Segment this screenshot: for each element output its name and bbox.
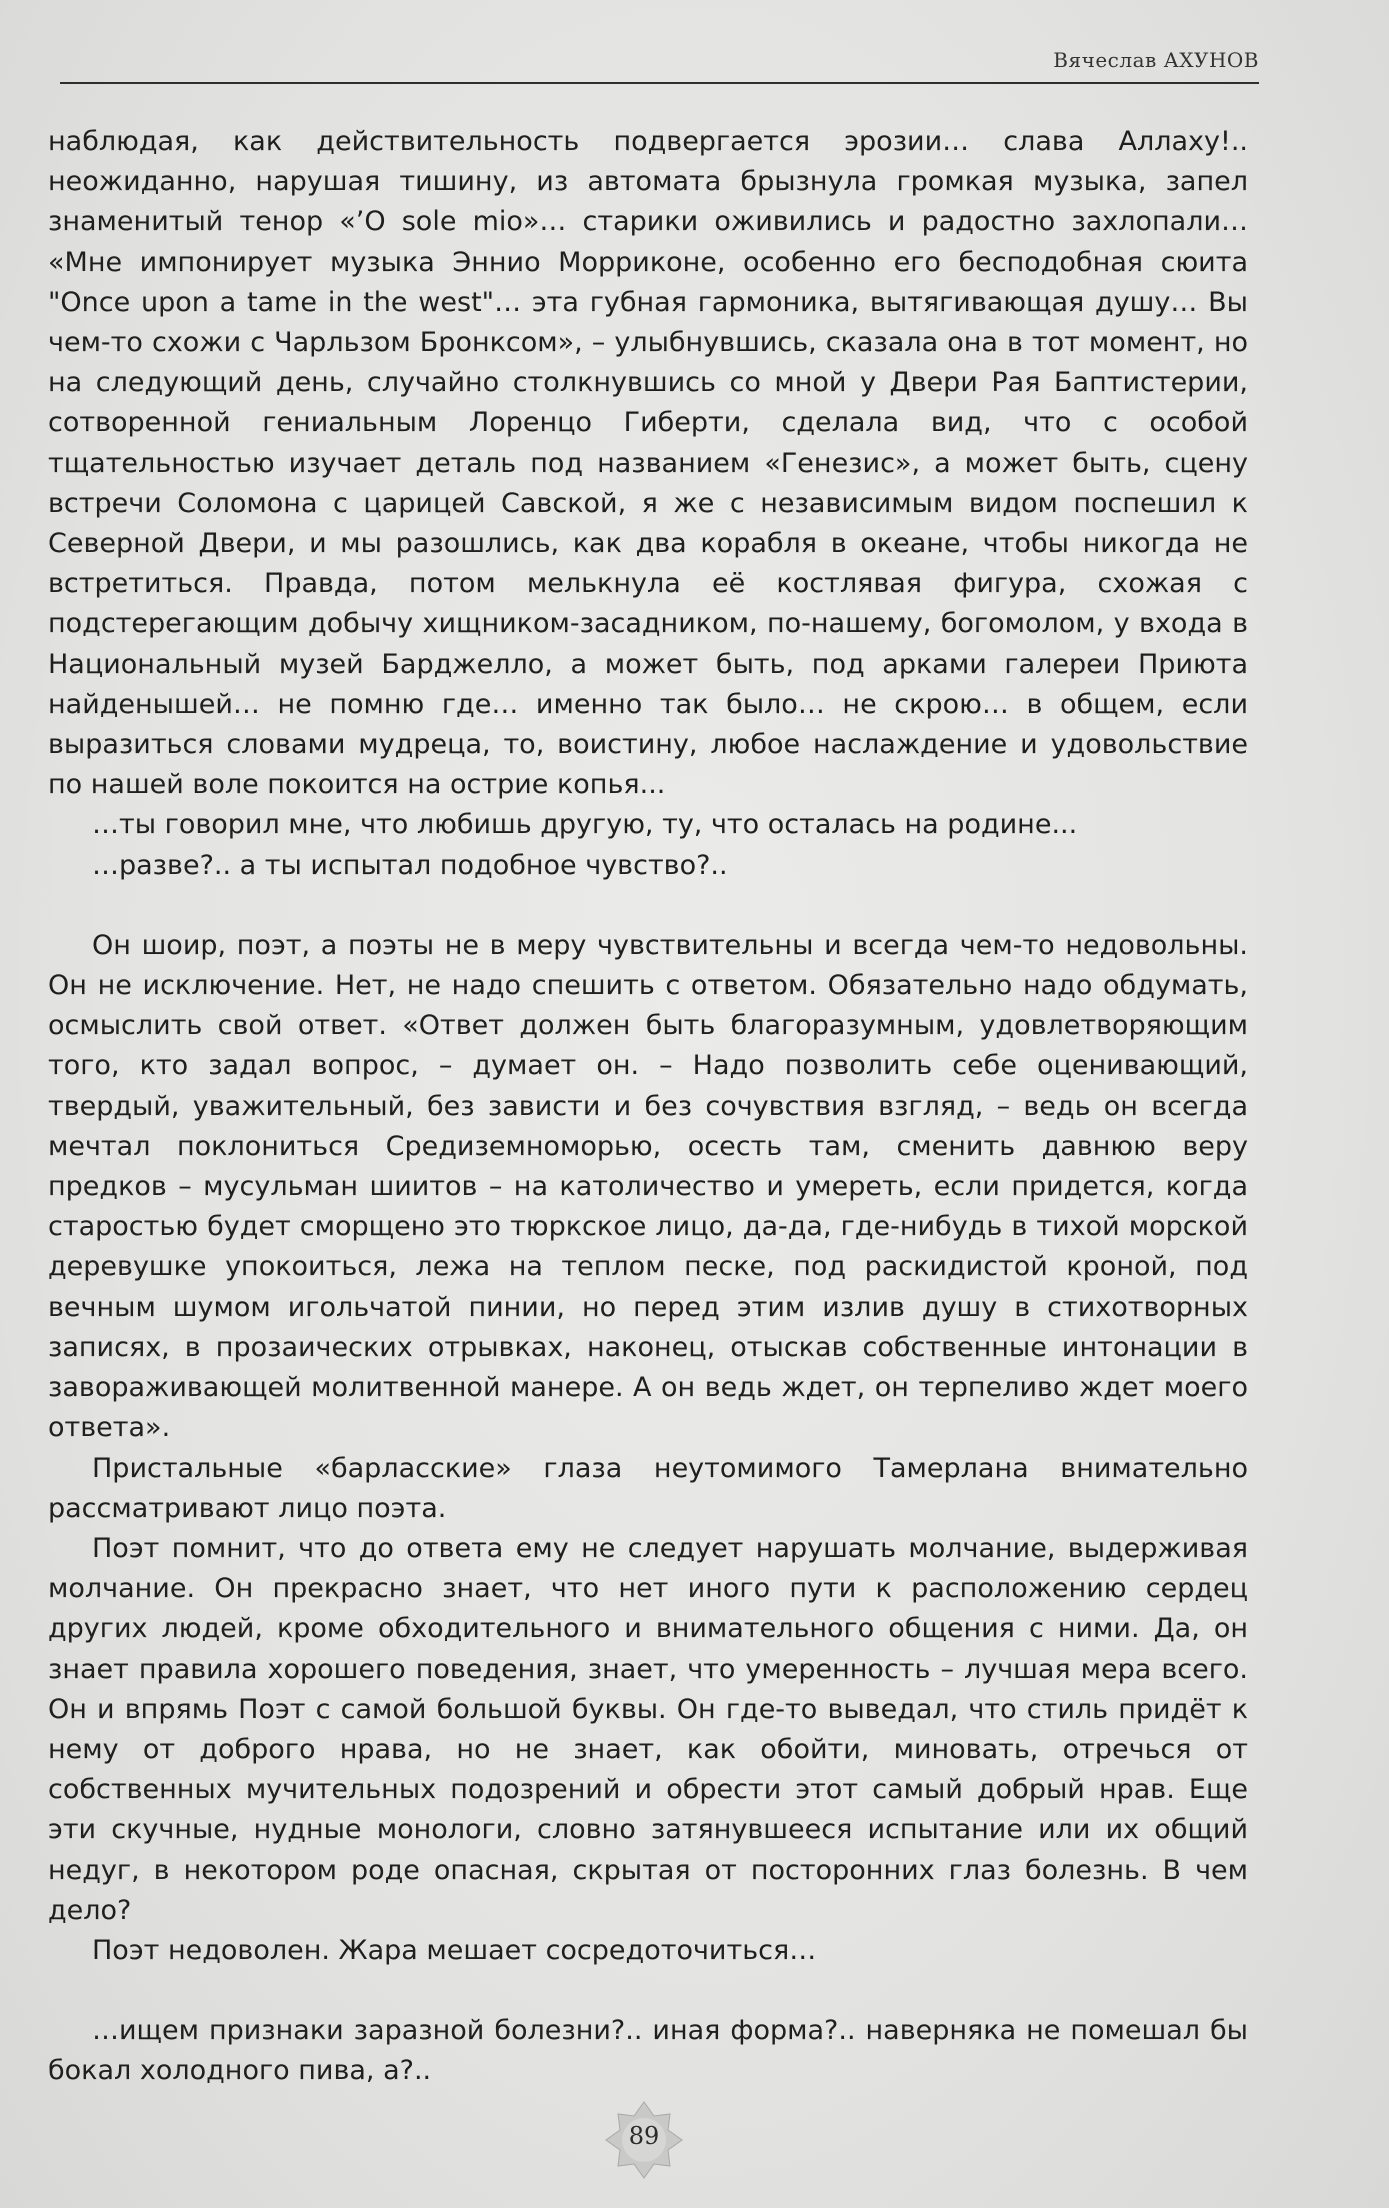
page-number: 89 xyxy=(628,2122,660,2150)
paragraph: Поэт недоволен. Жара мешает сосредоточиться… xyxy=(92,1934,817,1966)
paragraph: Он шоир, поэт, а поэты не в меру чувствительны и всегда чем-то недовольны. Он не исключение. Нет, не надо спешить с ответом. Обязательно надо обдумать, осмыслить свой ответ. «Ответ должен быть благоразумным, удовлетворяющим того, кто задал вопрос, – думает он. – Надо позволить себе оценивающий, твердый, уважительный, без зависти и без сочувствия взгляд, – ведь он всегда мечтал поклониться Средиземноморью, осесть там, сменить давнюю веру предков – мусульман шиитов – на католичество и умереть, если придется, когда старостью будет сморщено это тюркское лицо, да-да, где-нибудь в тихой морской деревушке упокоиться, лежа на теплом песке, под раскидистой кроной, под вечным шумом игольчатой пинии, но перед этим излив душу в стихотворных записях, в прозаических отрывках, наконец, отыскав собственные интонации в завораживающей молитвенной манере. А он ведь ждет, он терпеливо ждет моего ответа». xyxy=(48,929,1248,1444)
paragraph: наблюдая, как действительность подвергается эрозии… слава Аллаху!.. неожиданно, нарушая тишину, из автомата брызнула громкая музыка, запел знаменитый тенор «’O sole mio»… старики оживились и радостно захлопали… «Мне импонирует музыка Эннио Морриконе, особенно его бесподобная сюита "Once upon a tame in the west"… эта губная гармоника, вытягивающая душу… Вы чем-то схожи с Чарльзом Бронксом», – улыбнувшись, сказала она в тот момент, но на следующий день, случайно столкнувшись со мной у Двери Рая Баптистерии, сотворенной гениальным Лоренцо Гиберти, сделала вид, что с особой тщательностью изучает деталь под названием «Генезис», а может быть, сцену встречи Соломона с царицей Савской, я же с независимым видом поспешил к Северной Двери, и мы разошлись, как два корабля в океане, чтобы никогда не встретиться. Правда, потом мелькнула её костлявая фигура, схожая с подстерегающим добычу хищником-засадником, по-нашему, богомолом, у входа в Национальный музей Барджелло, а может быть, под арками галереи Приюта найденышей… не помню где… именно так было… не скрою… в общем, если выразиться словами мудреца, то, воистину, любое наслаждение и удовольствие по нашей воле покоится на острие копья... xyxy=(48,126,1248,801)
body-text xyxy=(48,122,1248,2092)
paragraph: Пристальные «барласские» глаза неутомимого Тамерлана внимательно рассматривают лицо поэта. xyxy=(48,1452,1248,1524)
header-rule xyxy=(60,82,1259,84)
paragraph: …разве?.. а ты испытал подобное чувство?.. xyxy=(92,849,728,881)
running-header xyxy=(60,48,1259,88)
header-author: Вячеслав АХУНОВ xyxy=(1053,48,1259,72)
paragraph: …ищем признаки заразной болезни?.. иная форма?.. наверняка не помешал бы бокал холодного пива, а?.. xyxy=(48,2015,1248,2087)
paragraph: Поэт помнит, что до ответа ему не следует нарушать молчание, выдерживая молчание. Он прекрасно знает, что нет иного пути к расположению сердец других людей, кроме обходительного и внимательного общения с ними. Да, он знает правила хорошего поведения, знает, что умеренность – лучшая мера всего. Он и впрямь Поэт с самой большой буквы. Он где-то выведал, что стиль придёт к нему от доброго нрава, но не знает, как обойти, миновать, отречься от собственных мучительных подозрений и обрести этот самый добрый нрав. Еще эти скучные, нудные монологи, словно затянувшееся испытание или их общий недуг, в некотором роде опасная, скрытая от посторонних глаз болезнь. В чем дело? xyxy=(48,1532,1248,1926)
page-number-badge xyxy=(604,2100,684,2180)
paragraph: …ты говорил мне, что любишь другую, ту, что осталась на родине... xyxy=(92,809,1078,841)
